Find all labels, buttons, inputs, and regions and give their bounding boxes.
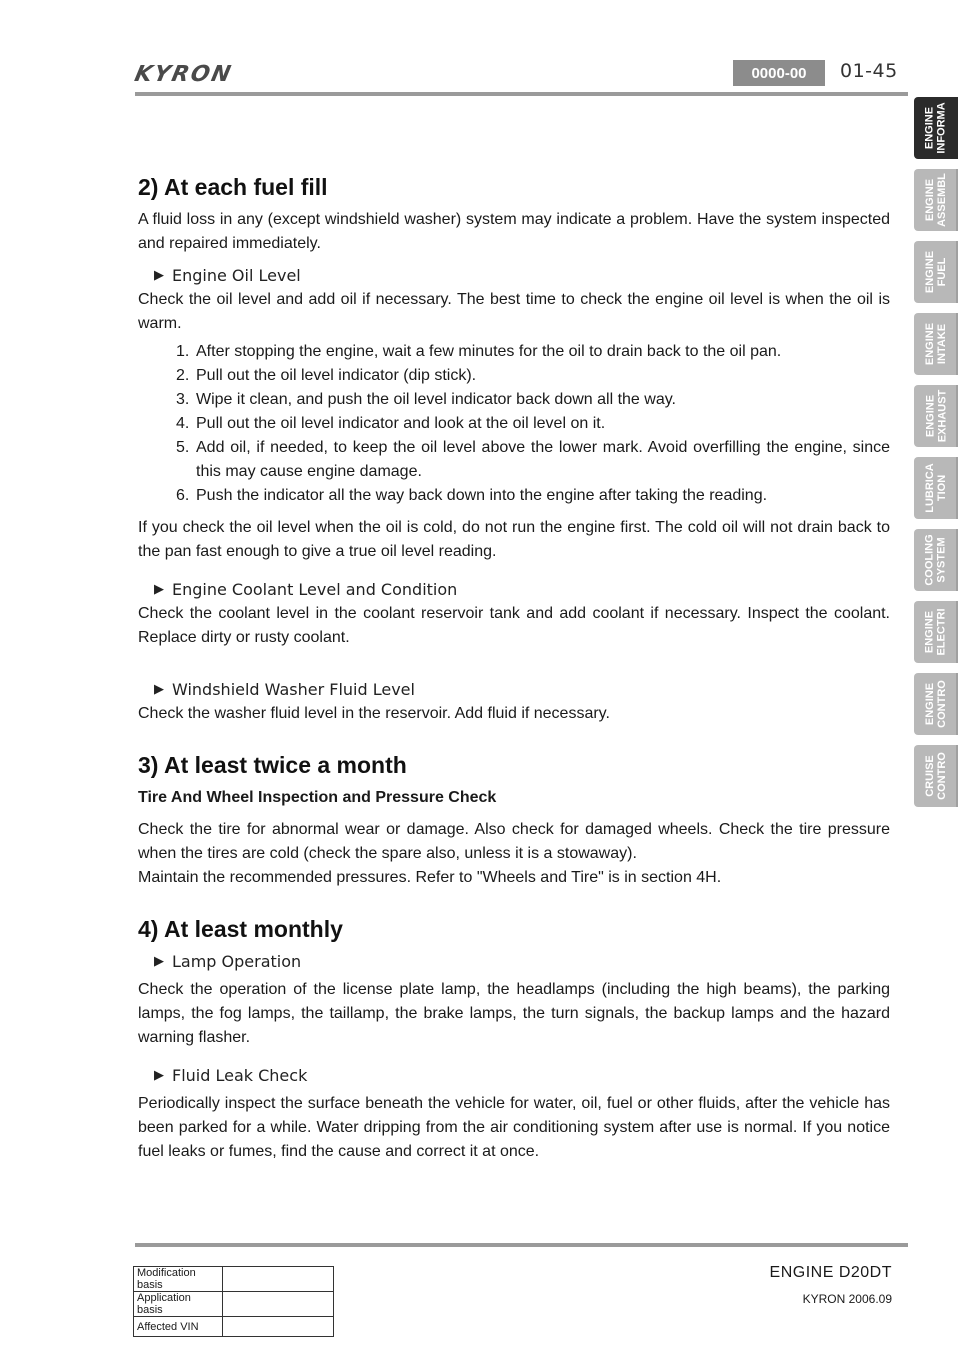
row-label: Application basis <box>134 1292 223 1317</box>
oil-level-text: Check the oil level and add oil if necessary. The best time to check the engine oil level is when the oil is warm. <box>138 291 890 332</box>
list-item: 2. Pull out the oil level indicator (dip stick). <box>176 367 477 384</box>
list-item: 5. Add oil, if needed, to keep the oil level above the lower mark. Avoid overfilling the engine, since this may cause engine damage. <box>176 439 890 480</box>
lamp-subheading: ▶ Lamp Operation <box>154 950 890 974</box>
tire-pressure-text: Maintain the recommended pressures. Refer to "Wheels and Tire" is in section 4H. <box>138 869 722 886</box>
section-3-heading: 3) At least twice a month <box>138 752 407 778</box>
leak-text: Periodically inspect the surface beneath the vehicle for water, oil, fuel or other fluids, after the vehicle has been parked for a while. Water dripping from the air conditioning system after use is normal. If you notice fuel leaks or fumes, find the cause and correct it at once. <box>138 1095 890 1160</box>
row-value <box>223 1267 334 1292</box>
triangle-bullet-icon: ▶ <box>154 268 164 283</box>
table-row <box>134 1292 334 1317</box>
triangle-bullet-icon: ▶ <box>154 954 164 969</box>
engine-model: ENGINE D20DT <box>769 1264 892 1281</box>
tab-engine-intake[interactable]: ENGINE INTAKE <box>914 313 958 375</box>
row-value <box>223 1292 334 1317</box>
model-date: KYRON 2006.09 <box>802 1292 892 1306</box>
tab-engine-assembly[interactable]: ENGINE ASSEMBL <box>914 169 958 231</box>
section-2-heading: 2) At each fuel fill <box>138 174 328 200</box>
footer-rule <box>135 1243 908 1247</box>
lamp-text: Check the operation of the license plate lamp, the headlamps (including the high beams), the parking lamps, the fog lamps, the taillamp, the brake lamps, the turn signals, the backup lamps and the hazard warning flasher. <box>138 981 890 1046</box>
row-label: Affected VIN <box>134 1317 223 1337</box>
tab-lubrication[interactable]: LUBRICA TION <box>914 457 958 519</box>
row-value <box>223 1317 334 1337</box>
triangle-bullet-icon: ▶ <box>154 682 164 697</box>
tire-text: Check the tire for abnormal wear or damage. Also check for damaged wheels. Check the tire pressure when the tires are cold (check the spare also, unless it is a stowaway). <box>138 821 890 862</box>
section-tabs <box>914 97 960 817</box>
tab-engine-control[interactable]: ENGINE CONTRO <box>914 673 958 735</box>
revision-table <box>133 1266 334 1337</box>
triangle-bullet-icon: ▶ <box>154 582 164 597</box>
section-4-heading: 4) At least monthly <box>138 916 343 942</box>
page-number: 01-45 <box>840 60 898 82</box>
tab-cruise-control[interactable]: CRUISE CONTRO <box>914 745 958 807</box>
list-item: 1. After stopping the engine, wait a few minutes for the oil to drain back to the oil pan. <box>176 343 782 360</box>
section-2-intro: A fluid loss in any (except windshield washer) system may indicate a problem. Have the system inspected and repaired immediately. <box>138 211 890 252</box>
coolant-subheading: ▶ Engine Coolant Level and Condition <box>154 578 890 602</box>
leak-subheading: ▶ Fluid Leak Check <box>154 1064 890 1088</box>
tire-inspection-heading: Tire And Wheel Inspection and Pressure Check <box>138 789 497 806</box>
table-row <box>134 1317 334 1337</box>
tab-engine-exhaust[interactable]: ENGINE EXHAUST <box>914 385 958 447</box>
triangle-bullet-icon: ▶ <box>154 1068 164 1083</box>
section-code-badge: 0000-00 <box>733 60 825 86</box>
washer-text: Check the washer fluid level in the reservoir. Add fluid if necessary. <box>138 705 610 722</box>
table-row <box>134 1267 334 1292</box>
tab-engine-fuel[interactable]: ENGINE FUEL <box>914 241 958 303</box>
tab-engine-electrical[interactable]: ENGINE ELECTRI <box>914 601 958 663</box>
oil-check-steps <box>138 340 890 508</box>
row-label: Modification basis <box>134 1267 223 1292</box>
list-item: 6. Push the indicator all the way back down into the engine after taking the reading. <box>176 487 768 504</box>
washer-subheading: ▶ Windshield Washer Fluid Level <box>154 678 890 702</box>
oil-level-subheading: ▶ Engine Oil Level <box>154 264 890 288</box>
list-item: 3. Wipe it clean, and push the oil level indicator back down all the way. <box>176 391 676 408</box>
page-content <box>138 172 890 1164</box>
header-rule <box>135 92 908 96</box>
coolant-text: Check the coolant level in the coolant reservoir tank and add coolant if necessary. Inspect the coolant. Replace dirty or rusty coolant. <box>138 605 890 646</box>
tab-cooling-system[interactable]: COOLING SYSTEM <box>914 529 958 591</box>
tab-engine-information[interactable]: ENGINE INFORMA <box>914 97 958 159</box>
kyron-logo: KYRON <box>132 62 235 87</box>
oil-note: If you check the oil level when the oil is cold, do not run the engine first. The cold oil will not drain back to the pan fast enough to give a true oil level reading. <box>138 519 890 560</box>
list-item: 4. Pull out the oil level indicator and look at the oil level on it. <box>176 415 606 432</box>
